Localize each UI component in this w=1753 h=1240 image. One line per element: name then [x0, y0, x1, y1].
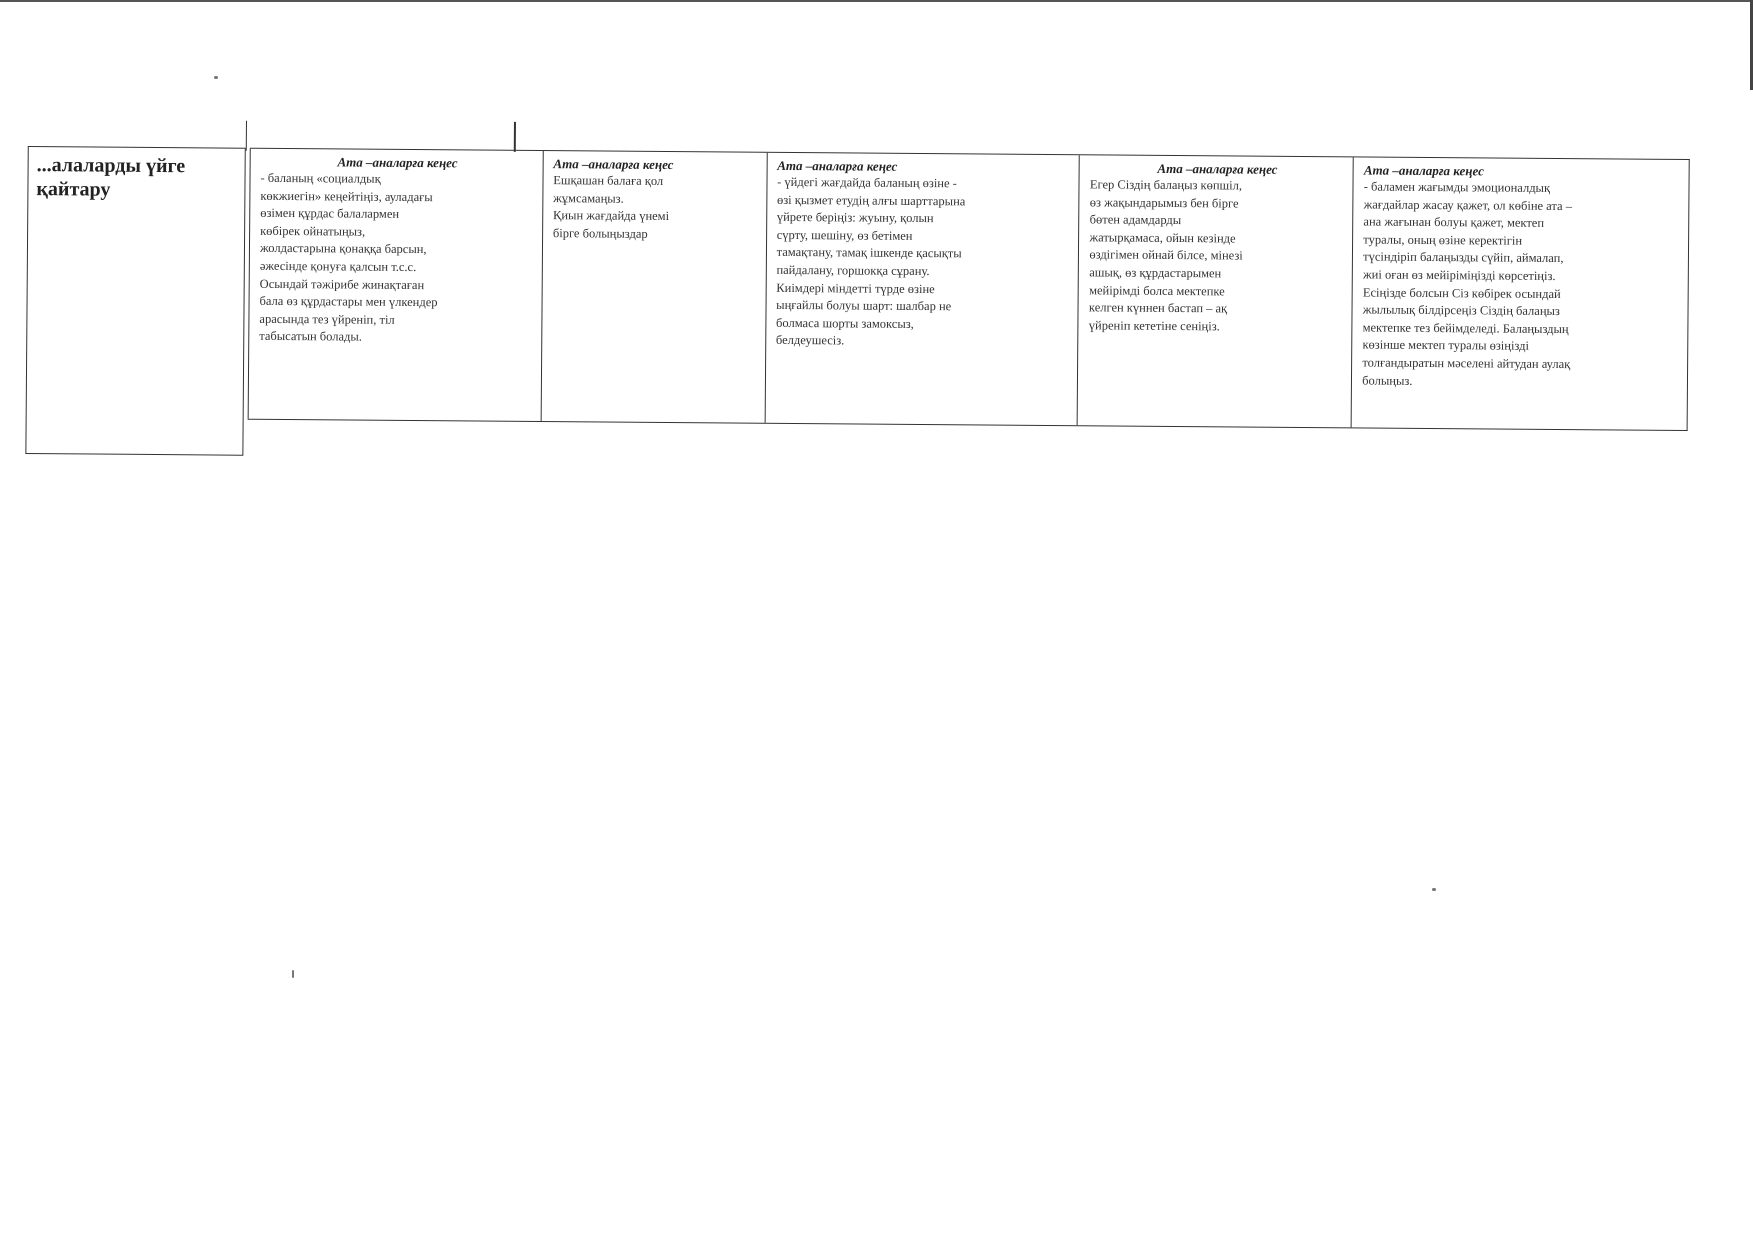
- advice-text: - баламен жағымды эмоционалдық жағдайлар жасау қажет, ол көбіне ата – ана жағынан болуы қажет, мектеп туралы, оның өзіне керектігін түсіндіріп балаңызды сүйіп, аймалап, жиі оған өз мейіріміңізді көрсетіңіз. Есіңізде болсын Сіз көбірек осындай жылылық білдірсеңіз Сіздің балаңыз мектепке тез бейімделеді. Балаңыздың көзінше мектеп туралы өзіңізді толғандыратын мәселені айтудан аулақ болыңыз.: [1362, 179, 1573, 388]
- advice-cell-4: [1077, 155, 1353, 427]
- advice-heading: Ата –аналарға кеңес: [553, 156, 674, 173]
- advice-heading: Ата –аналарға кеңес: [777, 157, 898, 174]
- row-header-cell: [25, 146, 245, 456]
- advice-cell-5: [1351, 157, 1689, 430]
- column-divider: [245, 121, 247, 151]
- advice-cell-2: [540, 151, 766, 423]
- advice-text: Егер Сіздің балаңыз көпшіл, өз жақындарымыз бен бірге бөтен адамдарды жатырқамаса, ойын кезінде өздігімен ойнай білсе, мінезі ашық, өз құрдастарымен мейірімді болса мектепке келген күннен бастап – ақ үйреніп кететіне сеніңіз.: [1088, 177, 1243, 334]
- table-row: [25, 118, 1690, 476]
- advice-text: - үйдегі жағдайда баланың өзіне - өзі қызмет етудің алғы шарттарына үйрете беріңіз: жуыну, қолын сүрту, шешіну, өз бетімен тамақтану, тамақ ішкенде қасықты пайдалану, горшокқа сұрану. Киімдері міндетті түрде өзіне ыңғайлы болуы шарт: шалбар не болмаса шорты замоксыз, белдеушесіз.: [775, 174, 966, 348]
- advice-text: - баланың «социалдық көкжиегін» кеңейтіңіз, ауладағы өзімен құрдас балалармен көбірек ойнатыңыз, жолдастарына қонаққа барсын, әжесінде қонуға қалсын т.с.с. Осындай тәжірибе жинақтаған бала өз құрдастары мен үлкендер арасында тез үйреніп, тіл табысатын болады.: [259, 170, 438, 344]
- advice-text: Ешқашан балаға қол жұмсамаңыз. Қиын жағдайда үнемі бірге болыңыздар: [552, 173, 670, 241]
- advice-cell-1: [248, 149, 543, 421]
- advice-heading: Ата –аналарға кеңес: [1157, 160, 1278, 177]
- scan-speck: [214, 76, 218, 79]
- row-title: ...алаларды үйге қайтару: [36, 154, 186, 201]
- column-divider: [514, 122, 516, 152]
- advice-heading: Ата –аналарға кеңес: [337, 154, 458, 171]
- advice-cells: [248, 148, 1690, 431]
- advice-cell-3: [764, 153, 1079, 425]
- scan-speck: [292, 970, 294, 978]
- scan-speck: [1432, 888, 1436, 891]
- scan-top-edge: [0, 0, 1753, 2]
- advice-heading: Ата –аналарға кеңес: [1363, 162, 1484, 179]
